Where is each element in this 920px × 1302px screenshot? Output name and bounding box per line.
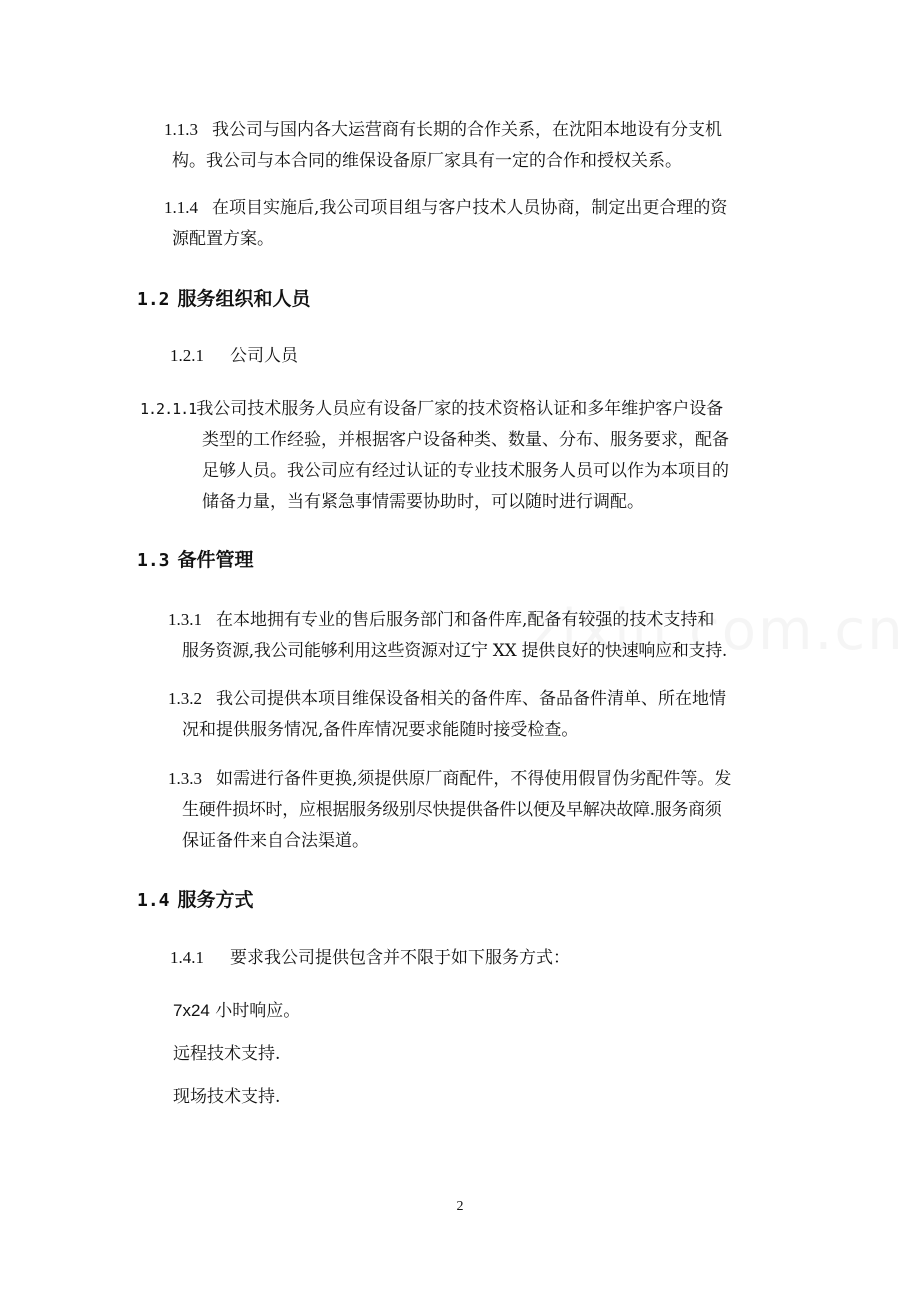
paragraph-1-3-1 bbox=[168, 604, 808, 667]
paragraph-number: 1.1.4 在项目实施后,我公司项目组与客户技术人员协商，制定出更合理的资 bbox=[164, 198, 728, 218]
paragraph-continuation: 服务资源,我公司能够利用这些资源对辽宁 XX 提供良好的快速响应和支持. bbox=[182, 641, 728, 661]
subsection-1-4-1: 1.4.1 要求我公司提供包含并不限于如下服务方式： bbox=[170, 948, 570, 968]
paragraph-line-2: 类型的工作经验，并根据客户设备种类、数量、分布、服务要求，配备 bbox=[202, 430, 729, 450]
service-item: 7x24 小时响应。 bbox=[173, 1001, 301, 1021]
service-item: 远程技术支持. bbox=[173, 1044, 281, 1064]
paragraph-line-3: 足够人员。我公司应有经过认证的专业技术服务人员可以作为本项目的 bbox=[202, 461, 729, 481]
paragraph-1-3-3 bbox=[168, 763, 808, 857]
paragraph-number: 1.3.2 我公司提供本项目维保设备相关的备件库、备品备件清单、所在地情 bbox=[168, 689, 726, 709]
subsection-1-2-1: 1.2.1 公司人员 bbox=[170, 346, 298, 366]
paragraph-continuation: 源配置方案。 bbox=[172, 229, 274, 249]
section-heading-1-2: 1.2 服务组织和人员 bbox=[137, 288, 311, 310]
page-number: 2 bbox=[456, 1199, 464, 1214]
paragraph-number: 1.3.1 在本地拥有专业的售后服务部门和备件库,配备有较强的技术支持和 bbox=[168, 610, 715, 630]
paragraph-1-1-3 bbox=[164, 114, 804, 177]
paragraph-number: 1.1.3 我公司与国内各大运营商有长期的合作关系，在沈阳本地设有分支机 bbox=[164, 120, 722, 140]
paragraph-line-2: 生硬件损坏时，应根据服务级别尽快提供备件以便及早解决故障.服务商须 bbox=[182, 800, 722, 820]
section-heading-1-3: 1.3 备件管理 bbox=[137, 549, 254, 571]
paragraph-line-4: 储备力量，当有紧急事情需要协助时，可以随时进行调配。 bbox=[202, 492, 644, 512]
paragraph-1-1-4 bbox=[164, 192, 804, 255]
section-heading-1-4: 1.4 服务方式 bbox=[137, 889, 254, 911]
paragraph-first-line: 1.2.1.1我公司技术服务人员应有设备厂家的技术资格认证和多年维护客户设备 bbox=[140, 399, 724, 419]
paragraph-1-2-1-1 bbox=[140, 394, 790, 518]
paragraph-line-3: 保证备件来自合法渠道。 bbox=[182, 831, 369, 851]
paragraph-number: 1.3.3 如需进行备件更换,须提供原厂商配件，不得使用假冒伪劣配件等。发 bbox=[168, 769, 732, 789]
paragraph-1-3-2 bbox=[168, 683, 808, 746]
service-item: 现场技术支持. bbox=[173, 1087, 281, 1107]
paragraph-continuation: 况和提供服务情况,备件库情况要求能随时接受检查。 bbox=[182, 720, 579, 740]
paragraph-continuation: 构。我公司与本合同的维保设备原厂家具有一定的合作和授权关系。 bbox=[172, 151, 682, 171]
